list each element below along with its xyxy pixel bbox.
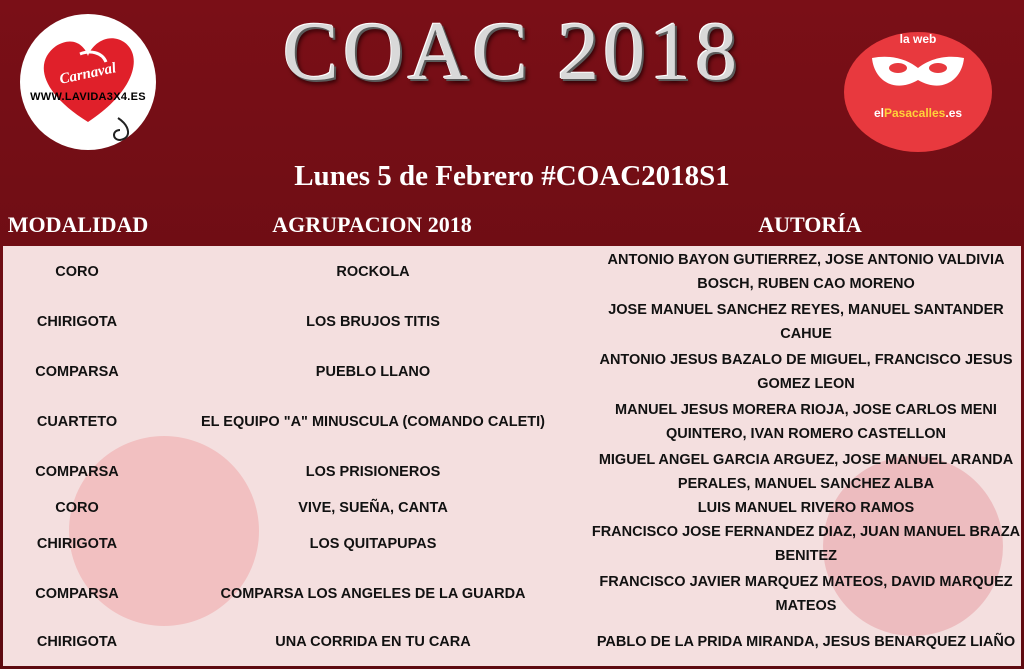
logo-right-top-text: la web xyxy=(899,32,937,46)
cell-agrupacion: ROCKOLA xyxy=(336,264,410,280)
cell-modalidad: COMPARSA xyxy=(35,586,119,602)
cell-agrupacion: EL EQUIPO "A" MINUSCULA (COMANDO CALETI) xyxy=(200,414,546,430)
cell-agrupacion: LOS QUITAPUPAS xyxy=(309,536,437,552)
cell-autoria: ANTONIO BAYON GUTIERREZ, JOSE ANTONIO VALDIVIA BOSCH, RUBEN CAO MORENO xyxy=(607,252,1005,292)
carnival-mask-icon xyxy=(868,50,968,100)
cell-agrupacion: LOS BRUJOS TITIS xyxy=(306,314,440,330)
table-row xyxy=(3,570,1021,618)
cell-modalidad: COMPARSA xyxy=(35,364,119,380)
table-row xyxy=(3,298,1021,346)
column-header-agrupacion: AGRUPACION 2018 xyxy=(272,212,472,237)
cell-agrupacion: LOS PRISIONEROS xyxy=(305,464,441,480)
logo-right-prefix: el xyxy=(873,106,884,120)
table-row xyxy=(3,520,1021,568)
table-row xyxy=(3,622,1021,662)
cell-autoria: FRANCISCO JAVIER MARQUEZ MATEOS, DAVID MARQUEZ MATEOS xyxy=(599,574,1013,614)
cell-agrupacion: VIVE, SUEÑA, CANTA xyxy=(298,500,448,516)
page-title: COAC 2018 xyxy=(282,5,742,98)
cell-modalidad: CORO xyxy=(55,264,99,280)
cell-agrupacion: PUEBLO LLANO xyxy=(315,364,431,380)
table-row xyxy=(3,248,1021,296)
cell-modalidad: CHIRIGOTA xyxy=(36,634,118,650)
cell-agrupacion: UNA CORRIDA EN TU CARA xyxy=(275,634,471,650)
cell-autoria: PABLO DE LA PRIDA MIRANDA, JESUS BENARQUEZ LIAÑO xyxy=(596,634,1016,650)
cell-autoria: JOSE MANUEL SANCHEZ REYES, MANUEL SANTANDER CAHUE xyxy=(608,302,1004,342)
cell-modalidad: CUARTETO xyxy=(36,414,118,430)
logo-left-script: Carnaval xyxy=(58,60,118,88)
cell-modalidad: COMPARSA xyxy=(35,464,119,480)
elpasacalles-logo[interactable] xyxy=(844,32,992,152)
column-header-modalidad: MODALIDAD xyxy=(7,212,149,237)
page-subtitle: Lunes 5 de Febrero #COAC2018S1 xyxy=(294,160,730,192)
cell-autoria: FRANCISCO JOSE FERNANDEZ DIAZ, JUAN MANUEL BRAZA BENITEZ xyxy=(591,524,1021,564)
cell-autoria: MIGUEL ANGEL GARCIA ARGUEZ, JOSE MANUEL ARANDA PERALES, MANUEL SANCHEZ ALBA xyxy=(598,452,1014,492)
cell-autoria: MANUEL JESUS MORERA RIOJA, JOSE CARLOS MENI QUINTERO, IVAN ROMERO CASTELLON xyxy=(615,402,997,442)
table-row xyxy=(3,448,1021,496)
logo-left-site: WWW.LAVIDA3X4.ES xyxy=(30,91,146,103)
logo-right-main: Pasacalles xyxy=(883,106,946,120)
cell-autoria: ANTONIO JESUS BAZALO DE MIGUEL, FRANCISCO JESUS GOMEZ LEON xyxy=(599,352,1013,392)
table-row xyxy=(3,348,1021,396)
schedule-table xyxy=(3,246,1021,666)
logo-right-suffix: .es xyxy=(945,106,963,120)
cell-modalidad: CORO xyxy=(55,500,99,516)
cell-modalidad: CHIRIGOTA xyxy=(36,536,118,552)
cell-autoria: LUIS MANUEL RIVERO RAMOS xyxy=(697,500,915,516)
table-row xyxy=(3,496,1021,520)
cell-agrupacion: COMPARSA LOS ANGELES DE LA GUARDA xyxy=(220,586,526,602)
logo-right-bottom-text xyxy=(854,106,982,120)
column-header-autoria: AUTORÍA xyxy=(758,212,862,237)
cell-modalidad: CHIRIGOTA xyxy=(36,314,118,330)
table-row xyxy=(3,398,1021,446)
